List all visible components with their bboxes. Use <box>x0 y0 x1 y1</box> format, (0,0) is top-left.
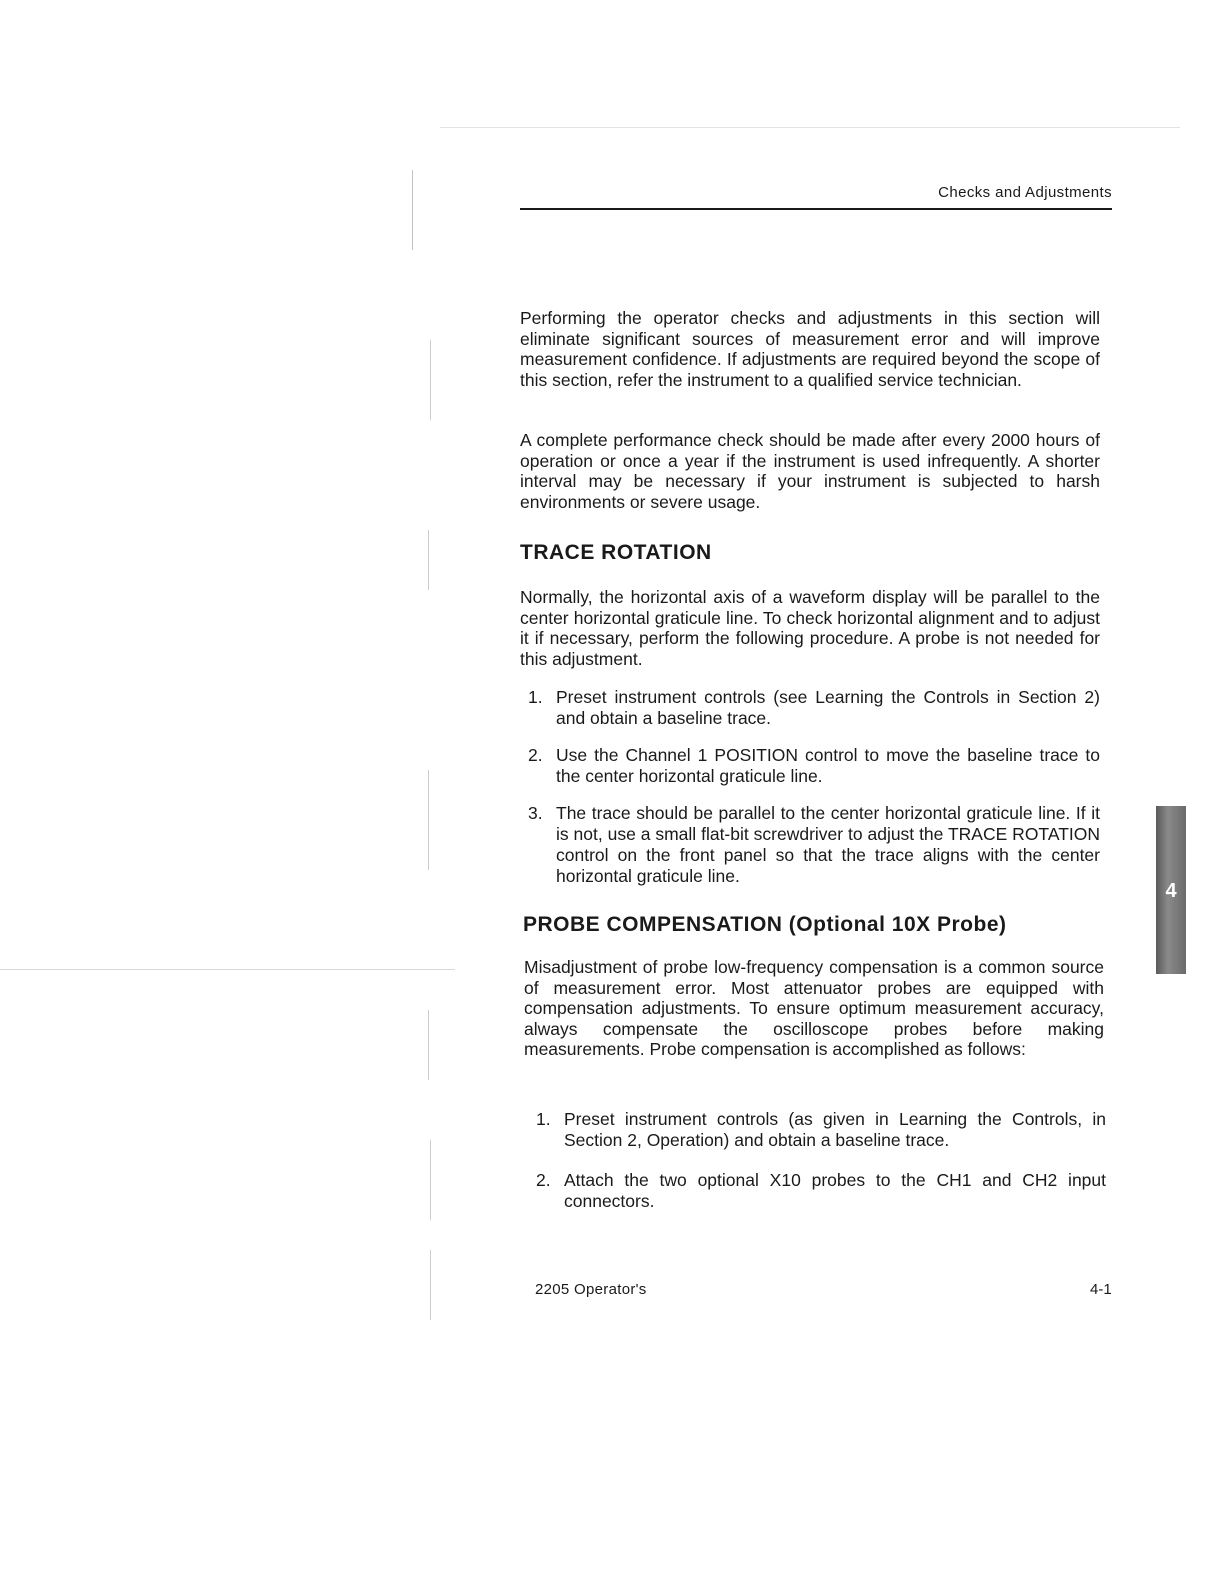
scan-noise-top <box>440 127 1180 128</box>
list-item-number: 1. <box>536 1109 551 1129</box>
binding-edge-mark <box>412 170 413 250</box>
trace-rotation-heading: TRACE ROTATION <box>520 541 712 564</box>
list-item <box>536 1109 1106 1151</box>
list-item-number: 2. <box>536 1170 551 1190</box>
trace-rotation-paragraph: Normally, the horizontal axis of a waveform display will be parallel to the center horizontal graticule line. To check horizontal alignment and to adjust it if necessary, perform the following procedure. A probe is not needed for this adjustment. <box>520 587 1100 669</box>
binding-edge-mark <box>430 340 431 420</box>
running-head: Checks and Adjustments <box>938 184 1112 201</box>
section-tab <box>1156 806 1186 974</box>
binding-edge-mark <box>430 1140 431 1220</box>
footer-manual-title: 2205 Operator's <box>535 1281 647 1298</box>
binding-edge-mark <box>428 770 429 870</box>
list-item-text: Preset instrument controls (see Learning the Controls in Section 2) and obtain a baseline trace. <box>556 687 1100 728</box>
section-tab-number: 4 <box>1165 880 1177 902</box>
list-item-text: The trace should be parallel to the center horizontal graticule line. If it is not, use a small flat-bit screwdriver to adjust the TRACE ROTATION control on the front panel so that the trace aligns with the center horizontal graticule line. <box>556 803 1100 886</box>
list-item-text: Use the Channel 1 POSITION control to move the baseline trace to the center horizontal graticule line. <box>556 745 1100 786</box>
list-item <box>528 803 1100 887</box>
probe-compensation-heading: PROBE COMPENSATION (Optional 10X Probe) <box>523 913 1007 936</box>
probe-compensation-paragraph: Misadjustment of probe low-frequency compensation is a common source of measurement error. Most attenuator probes are equipped with compensation adjustments. To ensure optimum measurement accuracy, always compensate the oscilloscope probes before making measurements. Probe compensation is accomplished as follows: <box>524 957 1104 1059</box>
list-item-number: 1. <box>528 687 543 707</box>
intro-paragraph-2: A complete performance check should be made after every 2000 hours of operation or once a year if the instrument is used infrequently. A shorter interval may be necessary if your instrument is subjected to harsh environments or severe usage. <box>520 430 1100 512</box>
binding-edge-mark <box>430 1250 431 1320</box>
list-item-number: 3. <box>528 803 543 823</box>
list-item <box>528 687 1100 729</box>
list-item-number: 2. <box>528 745 543 765</box>
list-item <box>528 745 1100 787</box>
binding-edge-mark <box>428 1010 429 1080</box>
list-item <box>536 1170 1106 1212</box>
list-item-text: Preset instrument controls (as given in Learning the Controls, in Section 2, Operation) and obtain a baseline trace. <box>564 1109 1106 1150</box>
binding-edge-mark <box>428 530 429 590</box>
intro-paragraph-1: Performing the operator checks and adjustments in this section will eliminate significant sources of measurement error and will improve measurement confidence. If adjustments are required beyond the scope of this section, refer the instrument to a qualified service technician. <box>520 308 1100 390</box>
header-rule <box>520 208 1112 210</box>
footer-page-number: 4-1 <box>1090 1281 1112 1298</box>
scan-noise-left-line <box>0 969 455 970</box>
list-item-text: Attach the two optional X10 probes to the CH1 and CH2 input connectors. <box>564 1170 1106 1211</box>
